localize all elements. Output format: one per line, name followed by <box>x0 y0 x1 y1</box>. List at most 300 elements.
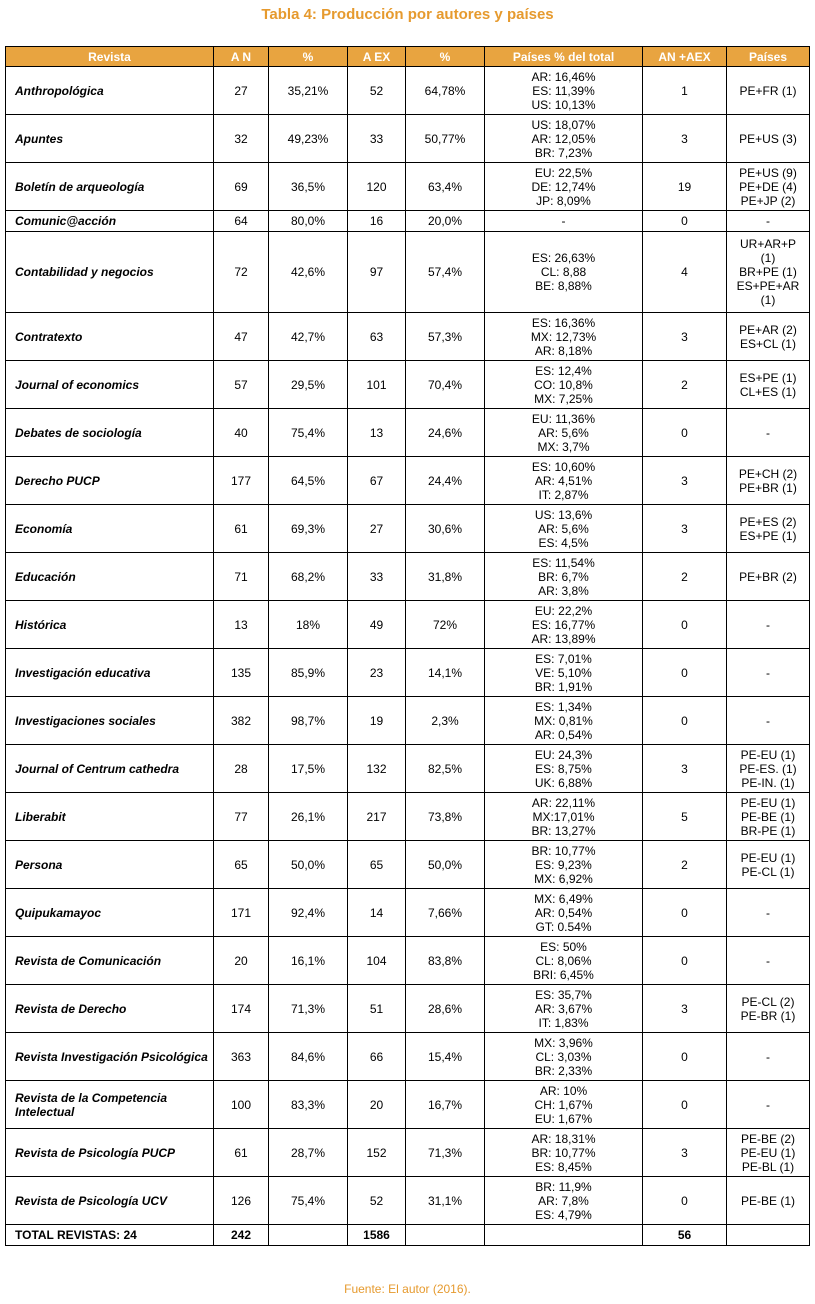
paises-cell-line: PE+BR (1) <box>739 480 797 495</box>
aex-cell: 51 <box>348 985 406 1033</box>
an-aex-cell: 4 <box>643 232 727 313</box>
revista-name-cell: Revista de Comunicación <box>6 937 214 985</box>
an-cell: 47 <box>214 313 269 361</box>
aex-percent-cell: 7,66% <box>406 889 485 937</box>
an-aex-cell: 0 <box>643 1081 727 1129</box>
aex-percent-cell: 24,6% <box>406 409 485 457</box>
an-percent-cell: 36,5% <box>269 163 348 211</box>
table-row <box>6 67 810 115</box>
aex-cell: 67 <box>348 457 406 505</box>
total-row <box>6 1225 810 1246</box>
an-percent-cell: 42,6% <box>269 232 348 313</box>
paises-total-cell-line: AR: 4,51% <box>534 473 593 488</box>
paises-cell <box>727 985 810 1033</box>
paises-cell <box>727 841 810 889</box>
paises-cell-line: - <box>766 713 770 728</box>
an-percent-cell: 71,3% <box>269 985 348 1033</box>
paises-total-cell-line: ES: 50% <box>540 939 587 954</box>
an-cell: 57 <box>214 361 269 409</box>
paises-cell-line: - <box>766 425 770 440</box>
aex-percent-cell: 31,8% <box>406 553 485 601</box>
paises-cell-line: (1) <box>760 251 776 265</box>
paises-cell <box>727 163 810 211</box>
aex-percent-cell: 71,3% <box>406 1129 485 1177</box>
paises-total-cell-line: AR: 22,11% <box>531 795 596 810</box>
an-cell: 382 <box>214 697 269 745</box>
an-percent-cell: 49,23% <box>269 115 348 163</box>
paises-total-cell-line: MX: 12,73% <box>530 329 597 344</box>
revista-name-cell: Journal of Centrum cathedra <box>6 745 214 793</box>
revista-name-cell: Revista de la Competencia Intelectual <box>6 1081 214 1129</box>
paises-total-cell <box>485 313 643 361</box>
paises-total-cell <box>485 1081 643 1129</box>
table-row <box>6 793 810 841</box>
an-cell: 64 <box>214 211 269 232</box>
paises-cell <box>727 889 810 937</box>
paises-cell-line: - <box>766 1049 770 1064</box>
table-row <box>6 163 810 211</box>
paises-cell-line: ES+PE (1) <box>739 528 797 543</box>
total-empty-cell <box>727 1225 810 1246</box>
paises-total-cell-line: ES: 11,54% <box>532 555 595 570</box>
paises-total-cell-line: MX: 3,7% <box>537 439 590 454</box>
paises-total-cell <box>485 1129 643 1177</box>
paises-total-cell-line: VE: 5,10% <box>535 665 592 680</box>
aex-percent-cell: 64,78% <box>406 67 485 115</box>
an-aex-cell: 0 <box>643 1033 727 1081</box>
paises-cell-line: UR+AR+P <box>739 237 797 251</box>
revista-name-cell: Histórica <box>6 601 214 649</box>
paises-total-cell-line: AR: 3,67% <box>534 1001 593 1016</box>
aex-cell: 20 <box>348 1081 406 1129</box>
aex-cell: 104 <box>348 937 406 985</box>
paises-total-cell <box>485 649 643 697</box>
paises-total-cell-line: AR: 8,18% <box>534 343 593 358</box>
paises-total-cell-line: MX:17,01% <box>532 809 595 824</box>
paises-cell-line: ES+PE (1) <box>739 370 797 385</box>
paises-cell-line: PE-BE (2) <box>740 1131 795 1146</box>
paises-total-cell-line: CL: 8,88 <box>540 265 587 279</box>
aex-cell: 120 <box>348 163 406 211</box>
paises-total-cell-line: MX: 3,96% <box>534 1035 593 1050</box>
aex-cell: 217 <box>348 793 406 841</box>
paises-cell-line: PE-BR (1) <box>740 1008 796 1023</box>
revista-name-cell: Debates de sociología <box>6 409 214 457</box>
aex-percent-cell: 20,0% <box>406 211 485 232</box>
revista-name-cell: Liberabit <box>6 793 214 841</box>
total-empty-cell <box>269 1225 348 1246</box>
paises-total-cell <box>485 553 643 601</box>
paises-cell-line: PE-CL (2) <box>741 994 795 1009</box>
aex-cell: 13 <box>348 409 406 457</box>
aex-percent-cell: 70,4% <box>406 361 485 409</box>
table-row <box>6 115 810 163</box>
paises-total-cell-line: EU: 11,36% <box>531 411 596 426</box>
aex-cell: 27 <box>348 505 406 553</box>
an-aex-cell: 0 <box>643 649 727 697</box>
total-empty-cell <box>485 1225 643 1246</box>
paises-cell <box>727 232 810 313</box>
revista-name-cell: Persona <box>6 841 214 889</box>
an-cell: 32 <box>214 115 269 163</box>
paises-cell <box>727 313 810 361</box>
aex-percent-cell: 24,4% <box>406 457 485 505</box>
table-row <box>6 457 810 505</box>
paises-total-cell-line: AR: 16,46% <box>531 69 596 84</box>
aex-percent-cell: 16,7% <box>406 1081 485 1129</box>
an-percent-cell: 50,0% <box>269 841 348 889</box>
paises-cell <box>727 211 810 232</box>
aex-percent-cell: 14,1% <box>406 649 485 697</box>
paises-cell-line: PE+AR (2) <box>739 322 797 337</box>
paises-total-cell <box>485 697 643 745</box>
paises-total-cell-line: BR: 6,7% <box>538 569 589 584</box>
an-aex-cell: 2 <box>643 553 727 601</box>
aex-cell: 49 <box>348 601 406 649</box>
aex-percent-cell: 73,8% <box>406 793 485 841</box>
paises-cell-line: CL+ES (1) <box>739 384 797 399</box>
paises-total-cell-line: AR: 7,8% <box>538 1193 589 1208</box>
paises-cell-line: PE+DE (4) <box>739 179 797 194</box>
revista-name-cell: Economía <box>6 505 214 553</box>
aex-cell: 16 <box>348 211 406 232</box>
an-cell: 28 <box>214 745 269 793</box>
paises-total-cell-line: BR: 11,9% <box>535 1179 592 1194</box>
aex-cell: 19 <box>348 697 406 745</box>
an-aex-cell: 0 <box>643 211 727 232</box>
table-source: Fuente: El autor (2016). <box>344 1282 471 1296</box>
paises-total-cell-line: ES: 8,45% <box>535 1159 592 1174</box>
paises-total-cell-line: BR: 1,91% <box>534 679 593 694</box>
header-an-aex: AN +AEX <box>643 47 727 67</box>
an-percent-cell: 68,2% <box>269 553 348 601</box>
aex-percent-cell: 50,77% <box>406 115 485 163</box>
paises-cell-line: - <box>766 1097 770 1112</box>
paises-total-cell-line: MX: 0,81% <box>534 713 593 728</box>
table-row <box>6 889 810 937</box>
paises-total-cell-line: ES: 4,5% <box>538 535 589 550</box>
paises-total-cell-line: ES: 7,01% <box>535 651 592 666</box>
header-row <box>6 47 810 67</box>
an-percent-cell: 17,5% <box>269 745 348 793</box>
paises-total-cell-line: EU: 22,2% <box>534 603 593 618</box>
header-paises-total: Países % del total <box>485 47 643 67</box>
an-cell: 69 <box>214 163 269 211</box>
paises-cell <box>727 937 810 985</box>
paises-cell-line: PE-EU (1) <box>740 747 796 762</box>
paises-total-cell <box>485 232 643 313</box>
table-row <box>6 601 810 649</box>
aex-percent-cell: 2,3% <box>406 697 485 745</box>
an-percent-cell: 42,7% <box>269 313 348 361</box>
an-percent-cell: 64,5% <box>269 457 348 505</box>
paises-total-cell-line: US: 13,6% <box>534 507 593 522</box>
an-percent-cell: 28,7% <box>269 1129 348 1177</box>
paises-total-cell-line: AR: 0,54% <box>534 727 593 742</box>
paises-total-cell-line: ES: 4,79% <box>535 1207 592 1222</box>
paises-total-cell <box>485 409 643 457</box>
paises-cell-line: PE-IN. (1) <box>741 775 795 790</box>
paises-total-cell-line: CL: 8,06% <box>535 953 592 968</box>
table-row <box>6 1129 810 1177</box>
an-percent-cell: 92,4% <box>269 889 348 937</box>
aex-percent-cell: 50,0% <box>406 841 485 889</box>
paises-cell-line: PE+CH (2) <box>738 466 798 481</box>
an-aex-cell: 3 <box>643 505 727 553</box>
an-aex-cell: 0 <box>643 937 727 985</box>
an-percent-cell: 16,1% <box>269 937 348 985</box>
aex-cell: 33 <box>348 553 406 601</box>
paises-cell <box>727 649 810 697</box>
an-aex-cell: 3 <box>643 745 727 793</box>
an-cell: 27 <box>214 67 269 115</box>
an-percent-cell: 80,0% <box>269 211 348 232</box>
paises-total-cell-line: ES: 10,60% <box>531 459 596 474</box>
paises-total-cell-line: AR: 18,31% <box>531 1131 596 1146</box>
paises-cell-line: PE+ES (2) <box>739 514 797 529</box>
paises-total-cell-line: BR: 13,27% <box>531 823 596 838</box>
aex-percent-cell: 72% <box>406 601 485 649</box>
paises-total-cell-line: BR: 7,23% <box>534 145 593 160</box>
aex-percent-cell: 63,4% <box>406 163 485 211</box>
an-cell: 177 <box>214 457 269 505</box>
production-table <box>5 46 810 1246</box>
revista-name-cell: Contabilidad y negocios <box>6 232 214 313</box>
aex-percent-cell: 15,4% <box>406 1033 485 1081</box>
paises-total-cell-line: AR: 10% <box>539 1083 588 1098</box>
revista-name-cell: Derecho PUCP <box>6 457 214 505</box>
aex-percent-cell: 31,1% <box>406 1177 485 1225</box>
paises-cell <box>727 457 810 505</box>
aex-percent-cell: 28,6% <box>406 985 485 1033</box>
paises-total-cell-line: MX: 6,49% <box>534 891 593 906</box>
paises-cell-line: PE-EU (1) <box>740 1145 796 1160</box>
paises-total-cell <box>485 1033 643 1081</box>
an-aex-cell: 2 <box>643 841 727 889</box>
paises-cell-line: PE+BR (2) <box>739 569 797 584</box>
an-cell: 100 <box>214 1081 269 1129</box>
header-aex: A EX <box>348 47 406 67</box>
an-cell: 13 <box>214 601 269 649</box>
paises-total-cell <box>485 601 643 649</box>
paises-total-cell-line: ES: 35,7% <box>535 987 592 1002</box>
paises-cell <box>727 1033 810 1081</box>
paises-total-cell-line: ES: 8,75% <box>535 761 592 776</box>
paises-cell-line: - <box>766 905 770 920</box>
paises-total-cell-line: ES: 1,34% <box>535 699 592 714</box>
paises-total-cell-line: AR: 12,05% <box>531 131 596 146</box>
paises-cell-line: - <box>766 214 770 228</box>
total-label: TOTAL REVISTAS: 24 <box>6 1225 214 1246</box>
paises-cell-line: PE+US (3) <box>739 131 797 146</box>
an-aex-cell: 0 <box>643 889 727 937</box>
paises-total-cell-line: BRI: 6,45% <box>533 967 594 982</box>
table-row <box>6 313 810 361</box>
an-percent-cell: 85,9% <box>269 649 348 697</box>
paises-total-cell <box>485 889 643 937</box>
aex-percent-cell: 30,6% <box>406 505 485 553</box>
table-body <box>6 67 810 1225</box>
an-percent-cell: 83,3% <box>269 1081 348 1129</box>
an-percent-cell: 35,21% <box>269 67 348 115</box>
an-cell: 61 <box>214 505 269 553</box>
an-percent-cell: 98,7% <box>269 697 348 745</box>
paises-cell-line: (1) <box>760 293 776 307</box>
aex-cell: 52 <box>348 67 406 115</box>
paises-cell-line: PE-BE (1) <box>740 809 795 824</box>
revista-name-cell: Investigación educativa <box>6 649 214 697</box>
paises-cell <box>727 115 810 163</box>
header-paises: Países <box>727 47 810 67</box>
paises-total-cell-line: MX: 7,25% <box>534 391 593 406</box>
table-row <box>6 1177 810 1225</box>
an-percent-cell: 69,3% <box>269 505 348 553</box>
an-percent-cell: 84,6% <box>269 1033 348 1081</box>
aex-percent-cell: 57,3% <box>406 313 485 361</box>
paises-total-cell-line: CL: 3,03% <box>535 1049 592 1064</box>
aex-percent-cell: 82,5% <box>406 745 485 793</box>
paises-total-cell-line: ES: 12,4% <box>535 363 592 378</box>
revista-name-cell: Revista Investigación Psicológica <box>6 1033 214 1081</box>
paises-total-cell-line: AR: 0,54% <box>534 905 593 920</box>
aex-cell: 132 <box>348 745 406 793</box>
paises-total-cell-line: UK: 6,88% <box>534 775 593 790</box>
paises-total-cell-line: CO: 10,8% <box>534 377 593 392</box>
paises-total-cell-line: EU: 1,67% <box>534 1111 593 1126</box>
an-cell: 135 <box>214 649 269 697</box>
paises-cell-line: - <box>766 953 770 968</box>
paises-total-cell-line: BR: 2,33% <box>534 1063 593 1078</box>
paises-cell-line: BR-PE (1) <box>740 823 796 838</box>
paises-total-cell <box>485 1177 643 1225</box>
table-row <box>6 361 810 409</box>
paises-total-cell-line: ES: 26,63% <box>531 251 596 265</box>
paises-total-cell <box>485 937 643 985</box>
paises-cell <box>727 745 810 793</box>
paises-total-cell-line: DE: 12,74% <box>531 179 596 194</box>
an-cell: 65 <box>214 841 269 889</box>
table-row <box>6 937 810 985</box>
revista-name-cell: Comunic@acción <box>6 211 214 232</box>
paises-cell-line: ES+CL (1) <box>740 336 796 351</box>
paises-total-cell-line: ES: 11,39% <box>532 83 595 98</box>
paises-total-cell-line: EU: 24,3% <box>534 747 593 762</box>
paises-total-cell-line: US: 10,13% <box>531 97 596 112</box>
total-an: 242 <box>214 1225 269 1246</box>
revista-name-cell: Apuntes <box>6 115 214 163</box>
an-aex-cell: 3 <box>643 457 727 505</box>
revista-name-cell: Boletín de arqueología <box>6 163 214 211</box>
paises-cell-line: PE+FR (1) <box>739 83 797 98</box>
paises-cell-line: - <box>766 617 770 632</box>
aex-cell: 101 <box>348 361 406 409</box>
aex-cell: 63 <box>348 313 406 361</box>
paises-cell <box>727 505 810 553</box>
aex-cell: 97 <box>348 232 406 313</box>
paises-total-cell <box>485 115 643 163</box>
paises-total-cell-line: - <box>561 214 566 228</box>
paises-cell <box>727 601 810 649</box>
paises-total-cell-line: AR: 13,89% <box>531 631 596 646</box>
paises-cell <box>727 67 810 115</box>
paises-total-cell <box>485 67 643 115</box>
an-aex-cell: 3 <box>643 313 727 361</box>
revista-name-cell: Quipukamayoc <box>6 889 214 937</box>
revista-name-cell: Journal of economics <box>6 361 214 409</box>
table-row <box>6 409 810 457</box>
paises-total-cell-line: MX: 6,92% <box>534 871 593 886</box>
paises-total-cell <box>485 985 643 1033</box>
paises-cell <box>727 1129 810 1177</box>
paises-cell-line: PE-CL (1) <box>741 864 795 879</box>
an-aex-cell: 0 <box>643 1177 727 1225</box>
table-row <box>6 649 810 697</box>
paises-cell <box>727 361 810 409</box>
aex-cell: 14 <box>348 889 406 937</box>
revista-name-cell: Contratexto <box>6 313 214 361</box>
paises-total-cell-line: BR: 10,77% <box>531 1145 596 1160</box>
an-cell: 171 <box>214 889 269 937</box>
paises-cell-line: PE+US (9) <box>739 165 797 180</box>
table-row <box>6 211 810 232</box>
paises-total-cell <box>485 163 643 211</box>
paises-cell <box>727 697 810 745</box>
aex-cell: 66 <box>348 1033 406 1081</box>
paises-cell-line: PE-EU (1) <box>740 795 796 810</box>
header-an: A N <box>214 47 269 67</box>
paises-cell-line: ES+PE+AR <box>736 279 800 293</box>
header-aex-percent: % <box>406 47 485 67</box>
paises-cell-line: PE-BL (1) <box>741 1159 795 1174</box>
paises-total-cell-line: AR: 5,6% <box>538 425 589 440</box>
total-aex: 1586 <box>348 1225 406 1246</box>
an-percent-cell: 75,4% <box>269 1177 348 1225</box>
revista-name-cell: Revista de Derecho <box>6 985 214 1033</box>
aex-cell: 65 <box>348 841 406 889</box>
an-cell: 126 <box>214 1177 269 1225</box>
aex-cell: 52 <box>348 1177 406 1225</box>
paises-total-cell-line: ES: 16,77% <box>531 617 596 632</box>
revista-name-cell: Investigaciones sociales <box>6 697 214 745</box>
paises-cell <box>727 1177 810 1225</box>
an-aex-cell: 19 <box>643 163 727 211</box>
table-row <box>6 505 810 553</box>
table-row <box>6 697 810 745</box>
revista-name-cell: Revista de Psicología PUCP <box>6 1129 214 1177</box>
aex-percent-cell: 83,8% <box>406 937 485 985</box>
an-aex-cell: 1 <box>643 67 727 115</box>
paises-cell <box>727 793 810 841</box>
an-percent-cell: 26,1% <box>269 793 348 841</box>
paises-cell <box>727 409 810 457</box>
paises-cell-line: PE-EU (1) <box>740 850 796 865</box>
an-aex-cell: 0 <box>643 601 727 649</box>
paises-total-cell-line: ES: 16,36% <box>531 315 596 330</box>
paises-total-cell <box>485 793 643 841</box>
paises-cell <box>727 1081 810 1129</box>
total-an-aex: 56 <box>643 1225 727 1246</box>
table-caption: Tabla 4: Producción por autores y países <box>261 6 554 23</box>
an-percent-cell: 29,5% <box>269 361 348 409</box>
an-percent-cell: 18% <box>269 601 348 649</box>
an-cell: 20 <box>214 937 269 985</box>
paises-total-cell-line: JP: 8,09% <box>536 193 591 208</box>
paises-total-cell <box>485 505 643 553</box>
paises-total-cell-line: EU: 22,5% <box>534 165 593 180</box>
paises-total-cell-line: AR: 5,6% <box>538 521 589 536</box>
paises-total-cell-line: ES: 9,23% <box>535 857 592 872</box>
paises-total-cell-line: BE: 8,88% <box>535 279 592 293</box>
